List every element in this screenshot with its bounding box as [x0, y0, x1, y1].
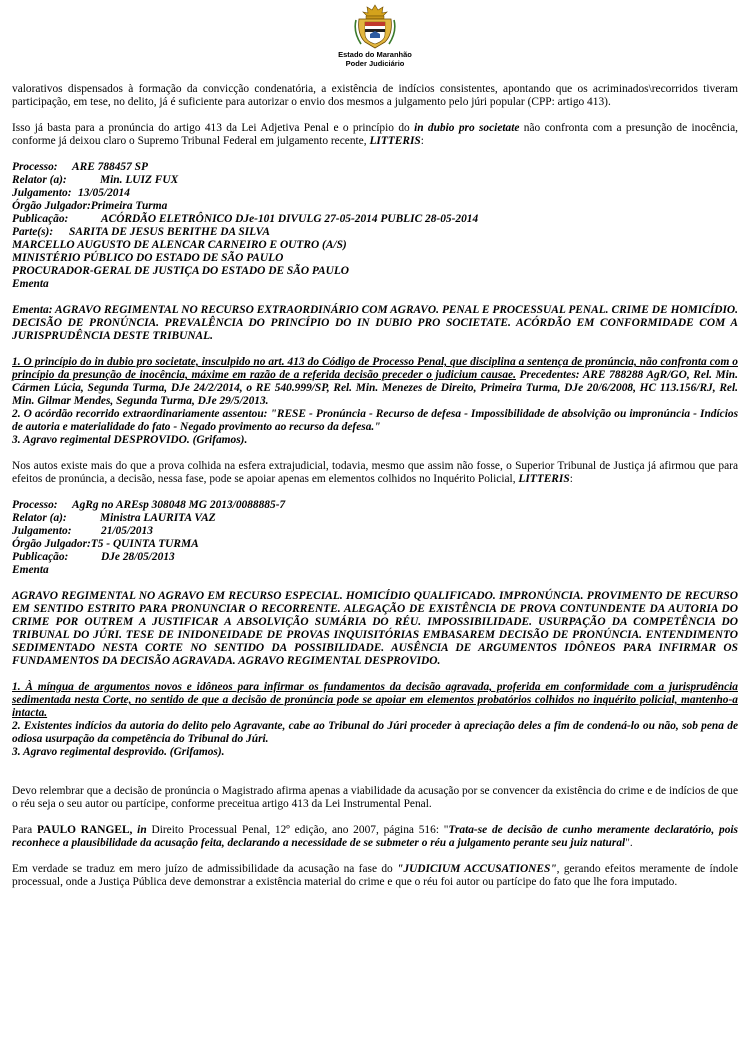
case-processo-row: Processo: ARE 788457 SP [12, 161, 148, 173]
case-ementa-text: Ementa: AGRAVO REGIMENTAL NO RECURSO EXTRAORDINÁRIO COM AGRAVO. PENAL E PROCESSUAL PENAL. CRIME DE HOMICÍDIO. DECISÃO DE PRONÚNCIA. PREVALÊNCIA DO PRINCÍPIO DO IN DUBIO PRO SOCIETATE. ACÓRDÃO EM CONFORMIDADE COM A JURISPRUDÊNCIA DESTE TRIBUNAL. [12, 304, 738, 342]
case-citation-stf [12, 161, 738, 447]
case-partes-row: Parte(s): SARITA DE JESUS BERITHE DA SILVA [12, 226, 270, 238]
case-julgamento-row: Julgamento: 13/05/2014 [12, 187, 130, 199]
author-name: PAULO RANGEL, [37, 824, 133, 836]
case-julgamento-row: Julgamento: 21/05/2013 [12, 525, 153, 537]
case-ementa-label: Ementa [12, 564, 49, 576]
paragraph-relembrar: Devo relembrar que a decisão de pronúncia o Magistrado afirma apenas a viabilidade da acusação por se convencer da existência do crime e de indícios de que o réu seja o seu autor ou partícipe, conforme preceitua artigo 413 da Lei Instrumental Penal. [12, 785, 738, 810]
case-citation-stj [12, 499, 738, 759]
case-orgao-row: Órgão Julgador: T5 - QUINTA TURMA [12, 538, 199, 550]
case-ementa-label: Ementa [12, 278, 49, 290]
paragraph-stj: Nos autos existe mais do que a prova colhida na esfera extrajudicial, todavia, mesmo que assim não fosse, o Superior Tribunal de Justiça já afirmou que para efeitos de pronúncia, a decisão, nessa fase, pode se apoiar apenas em elementos colhidos no Inquérito Policial, LITTERIS: [12, 460, 738, 485]
paragraph-pronuncia: Isso já basta para a pronúncia do artigo 413 da Lei Adjetiva Penal e o princípio do in dubio pro societate não confronta com a presunção de inocência, conforme já deixou claro o Supremo Tribunal Federal em julgamento recente, LITTERIS: [12, 122, 738, 147]
state-name: Estado do Maranhão [338, 50, 412, 59]
emphasis-judicium: "JUDICIUM ACCUSATIONES" [397, 863, 557, 875]
case-orgao-row: Órgão Julgador: Primeira Turma [12, 200, 168, 212]
case-item-3: 3. Agravo regimental DESPROVIDO. (Grifamos). [12, 434, 248, 446]
page-header [0, 4, 750, 68]
paragraph-judicium: Em verdade se traduz em mero juízo de admissibilidade da acusação na fase do "JUDICIUM ACCUSATIONES", gerando efeitos meramente de índole processual, onde a Justiça Pública deve demonstrar a existência material do crime e que o réu foi autor ou partícipe do fato que lhe fora imputado. [12, 863, 739, 888]
case-item-1: 1. O princípio do in dubio pro societate, insculpido no art. 413 do Código de Processo Penal, que disciplina a sentença de pronúncia, não confronta com o princípio da presunção de inocência, máxime em razão de a referida decisão preceder o judicium causae. Precedentes: ARE 788288 AgR/GO, Rel. Min. Cármen Lúcia, Segunda Turma, DJe 24/2/2014, o RE 540.999/SP, Rel. Min. Menezes de Direito, Primeira Turma, DJe 20/6/2008, HC 113.156/RJ, Rel. Min. Gilmar Mendes, Segunda Turma, DJe 29/5/2013. [12, 356, 738, 407]
maranhao-coat-of-arms-icon [353, 4, 397, 50]
case-party: MARCELLO AUGUSTO DE ALENCAR CARNEIRO E OUTRO (A/S) [12, 239, 347, 251]
judiciary-name: Poder Judiciário [345, 59, 405, 68]
case-item-2: 2. O acórdão recorrido extraordinariamente assentou: "RESE - Pronúncia - Recurso de defesa - Impossibilidade de absolvição ou impronúncia - Indícios de autoria e materialidade do fato - Negado provimento ao recurso da defesa." [12, 408, 738, 433]
emphasis-in-dubio: in dubio pro societate [414, 122, 520, 134]
emphasis-litteris: LITTERIS [518, 473, 570, 485]
case-relator-row: Relator (a): Min. LUIZ FUX [12, 174, 179, 186]
case-party: PROCURADOR-GERAL DE JUSTIÇA DO ESTADO DE SÃO PAULO [12, 265, 350, 277]
paragraph-intro: valorativos dispensados à formação da convicção condenatória, a existência de indícios consistentes, apontando que os acriminados\recorridos tiveram participação, em tese, no delito, já é suficiente para autorizar o envio dos mesmos a julgamento pelo júri popular (CPP: artigo 413). [12, 83, 738, 108]
case-item-1: 1. À míngua de argumentos novos e idôneos para infirmar os fundamentos da decisão agravada, proferida em conformidade com a jurisprudência sedimentada nesta Corte, no sentido de que a decisão de pronúncia pode se apoiar em elementos probatórios colhidos no inquérito policial, mantenho-a intacta. [12, 681, 738, 719]
case-publicacao-row: Publicação: DJe 28/05/2013 [12, 551, 175, 563]
rangel-quote: Trata-se de decisão de cunho meramente declaratório, pois reconhece a plausibilidade da acusação feita, declarando a necessidade de se submeter o réu a julgamento perante seu juiz natural [12, 824, 738, 849]
case-ementa-text: AGRAVO REGIMENTAL NO AGRAVO EM RECURSO ESPECIAL. HOMICÍDIO QUALIFICADO. IMPRONÚNCIA. PROVIMENTO DE RECURSO EM SENTIDO ESTRITO PARA PRONUNCIAR O RECORRENTE. ALEGAÇÃO DE EXISTÊNCIA DE PROVA CONTUNDENTE DA AUTORIA DO CRIME POR OUTREM A JUSTIFICAR A ABSOLVIÇÃO SUMÁRIA DO RÉU. IMPOSSIBILIDADE. USURPAÇÃO DA COMPETÊNCIA DO TRIBUNAL DO JÚRI. TESE DE INIDONEIDADE DE PROVAS INQUISITÓRIAS EMBASAREM DECISÃO DE PRONÚNCIA. ENTENDIMENTO SEDIMENTADO NESTA CORTE NO SENTIDO DA POSSIBILIDADE. AUSÊNCIA DE ARGUMENTOS IDÔNEOS PARA INFIRMAR OS FUNDAMENTOS DA DECISÃO AGRAVADA. AGRAVO REGIMENTAL DESPROVIDO. [12, 590, 738, 667]
paragraph-rangel: Para PAULO RANGEL, in Direito Processual Penal, 12º edição, ano 2007, página 516: "Trata-se de decisão de cunho meramente declaratório, pois reconhece a plausibilidade da acusação feita, declarando a necessidade de se submeter o réu a julgamento perante seu juiz natural". [12, 824, 738, 849]
case-item-2: 2. Existentes indícios da autoria do delito pelo Agravante, cabe ao Tribunal do Júri proceder à apreciação deles a fim de condená-lo ou não, sob pena de odiosa usurpação da competência do Tribunal do Júri. [12, 720, 738, 745]
case-item-3: 3. Agravo regimental desprovido. (Grifamos). [12, 746, 225, 758]
emphasis-litteris: LITTERIS [369, 135, 421, 147]
case-party: MINISTÉRIO PÚBLICO DO ESTADO DE SÃO PAULO [12, 252, 284, 264]
case-relator-row: Relator (a): Ministra LAURITA VAZ [12, 512, 216, 524]
case-processo-row: Processo: AgRg no AREsp 308048 MG 2013/0088885-7 [12, 499, 286, 511]
case-publicacao-row: Publicação: ACÓRDÃO ELETRÔNICO DJe-101 DIVULG 27-05-2014 PUBLIC 28-05-2014 [12, 213, 479, 225]
document-body [12, 83, 738, 889]
